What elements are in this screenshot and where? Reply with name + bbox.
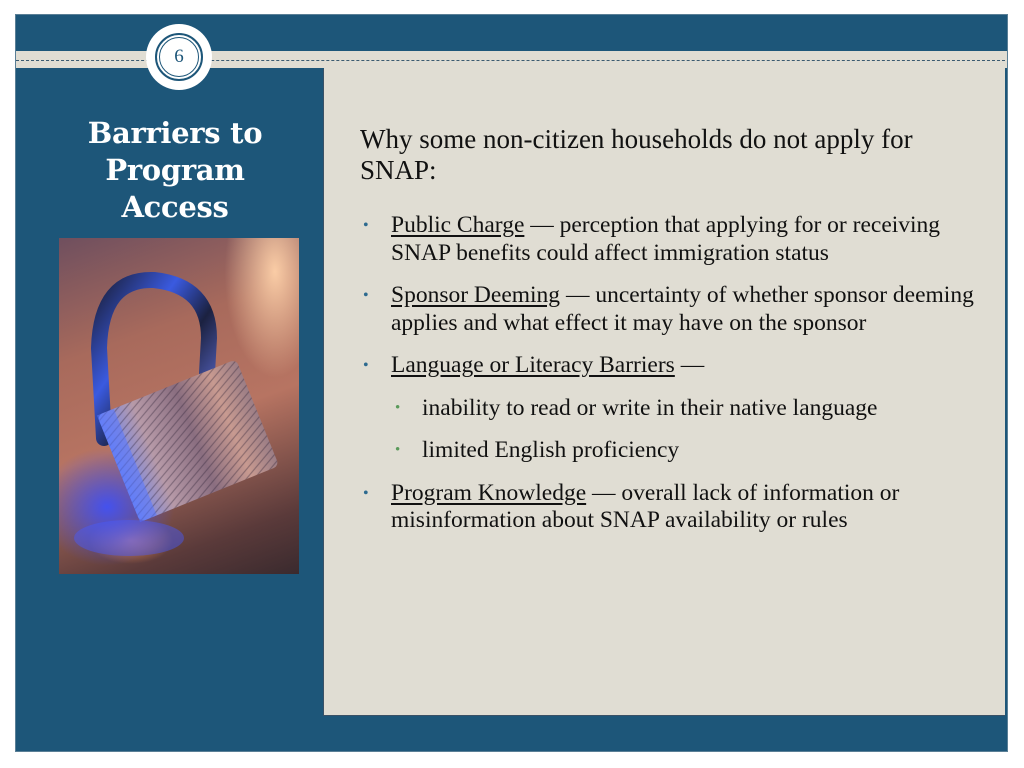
title-line-2: Program <box>105 153 245 187</box>
bullet-text: — uncertainty of whether sponsor deeming applies and what effect it may have on the sponsor <box>391 282 974 336</box>
bullet-text: — overall lack of information or misinformation about SNAP availability or rules <box>391 479 900 533</box>
sub-bullet-dot-icon: • <box>395 442 401 458</box>
bullet-list <box>360 212 990 550</box>
bullet-language-literacy <box>360 352 990 380</box>
badge-outer-ring <box>155 33 203 81</box>
bullet-public-charge <box>360 212 990 267</box>
page-number: 6 <box>159 37 199 77</box>
title-line-3: Access <box>121 190 229 224</box>
sub-bullet-dot-icon: • <box>395 399 401 416</box>
bullet-term: Language or Literacy Barriers <box>391 352 675 378</box>
bullet-term: Program Knowledge <box>391 479 587 506</box>
padlock-icon <box>59 238 299 574</box>
subtitle: Why some non-citizen households do not apply for SNAP: <box>360 124 913 185</box>
sub-bullet-native-language <box>360 395 990 423</box>
bullet-dot-icon: • <box>363 484 369 502</box>
bullet-dot-icon: • <box>363 217 369 234</box>
bullet-term: Sponsor Deeming <box>391 282 561 308</box>
padlock-photo-icon <box>59 238 299 574</box>
bullet-dot-icon: • <box>363 357 369 374</box>
bullet-dot-icon: • <box>363 287 369 304</box>
title-line-1: Barriers to <box>87 116 263 150</box>
bullet-term: Public Charge <box>391 212 525 238</box>
sub-bullet-text: limited English proficiency <box>422 437 680 463</box>
slide-title <box>56 115 294 226</box>
sub-bullet-text: inability to read or write in their native language <box>422 394 878 421</box>
bullet-program-knowledge <box>360 480 990 535</box>
sub-bullet-english-proficiency <box>360 437 990 465</box>
bullet-text: — perception that applying for or receiving SNAP benefits could affect immigration status <box>391 212 941 266</box>
bullet-text: — <box>674 352 705 378</box>
bullet-sponsor-deeming <box>360 282 990 337</box>
page-number-badge <box>146 24 212 90</box>
